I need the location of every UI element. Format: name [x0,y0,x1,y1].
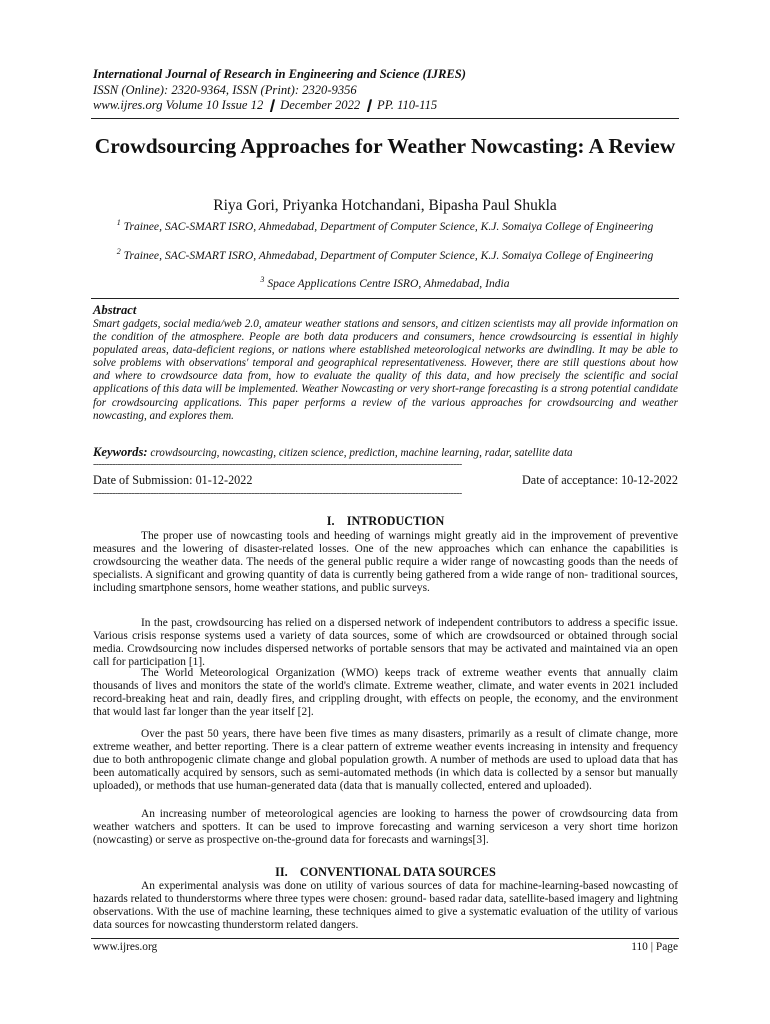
section-heading-introduction: I. INTRODUCTION [326,514,445,528]
affiliation-1 [110,216,660,234]
paragraph: An increasing number of meteorological agencies are looking to harness the power of crowdsourcing data from weather watchers and spotters. It can be used to improve forecasting and warning serviceson a very short time horizon (nowcasting) or serve as prospective on-the-ground data for forecasts and warnings[3]. [93,808,678,847]
paper-title: Crowdsourcing Approaches for Weather Nowcasting: A Review [94,134,676,158]
acceptance-date: Date of acceptance: 10-12-2022 [522,473,678,487]
submission-dates [93,473,678,488]
separator-line: --------------------------------------------------------------------------------------------------------------------------------------- [93,459,462,470]
page-footer [93,941,678,953]
abstract-heading: Abstract [93,303,137,317]
affiliation-number: 1 [116,218,121,227]
paragraph: An experimental analysis was done on utility of various sources of data for machine-learning-based nowcasting of hazards related to thunderstorms where three types were chosen: ground- based radar data, satellite-based imagery and lightning observations. With the use of machine learning, these techniques aimed to give a systematic evaluation of the utility of various data sources for nowcasting thunderstorm related dangers. [93,880,678,932]
affiliation-number: 2 [116,247,121,256]
affiliation-text: Trainee, SAC-SMART ISRO, Ahmedabad, Department of Computer Science, K.J. Somaiya College of Engineering [123,248,654,262]
keywords-text: crowdsourcing, nowcasting, citizen science, prediction, machine learning, radar, satellite data [147,447,573,459]
journal-volume: www.ijres.org Volume 10 Issue 12 ❙ December 2022 ❙ PP. 110-115 [93,98,438,112]
affiliation-2 [110,245,660,263]
paragraph: In the past, crowdsourcing has relied on a dispersed network of independent contributors to address a specific issue. Various crisis response systems used a variety of data sources, some of which are crowdsourced or obtained through social media. Crowdsourcing now includes dispersed networks of portable sensors that may be activated and maintained via an open call for participation [1]. [93,617,678,669]
section-heading-data-sources: II. CONVENTIONAL DATA SOURCES [275,865,496,879]
affiliation-3 [110,273,660,291]
journal-issn: ISSN (Online): 2320-9364, ISSN (Print): 2320-9356 [93,82,357,97]
affiliation-text: Space Applications Centre ISRO, Ahmedabad, India [267,276,510,290]
affiliation-text: Trainee, SAC-SMART ISRO, Ahmedabad, Department of Computer Science, K.J. Somaiya College of Engineering [123,219,654,233]
keywords-label: Keywords: [93,445,148,459]
journal-name: International Journal of Research in Engineering and Science (IJRES) [93,67,466,81]
page-number: 110 | Page [631,941,678,953]
header-rule [91,118,679,119]
separator-line: --------------------------------------------------------------------------------------------------------------------------------------- [93,488,462,499]
paragraph: The proper use of nowcasting tools and heeding of warnings might greatly aid in the improvement of preventive measures and the lowering of disaster-related losses. One of the new approaches which can enhance the capabilities is crowdsourcing the weather data. The needs of the general public require a wider range of nowcasting goods than the needs of specialists. A significant and growing quantity of data is currently being gathered from a wide range of non- traditional sources, including smartphone sensors, home weather stations, and public surveys. [93,530,678,595]
submission-date: Date of Submission: 01-12-2022 [93,473,253,487]
journal-header [93,67,466,114]
paragraph: Over the past 50 years, there have been five times as many disasters, primarily as a result of climate change, more extreme weather, and better reporting. There is a clear pattern of extreme weather events increasing in intensity and frequency due to both anthropogenic climate change and global population growth. A number of methods are used to upload data that has been automatically acquired by sensors, such as semi-automated methods (in which data is collected by a sensor but manually uploaded), or methods that use human-generated data (data that is manually collected, entered and uploaded). [93,728,678,793]
author-list: Riya Gori, Priyanka Hotchandani, Bipasha Paul Shukla [213,197,557,214]
footer-rule [91,938,679,939]
abstract-rule [91,298,679,299]
affiliation-number: 3 [260,275,265,284]
keywords [93,445,683,460]
paragraph: The World Meteorological Organization (WMO) keeps track of extreme weather events that annually claim thousands of lives and monitors the state of the world's climate. Extreme weather, climate, and water events in 2021 included record-breaking heat and rain, deadly fires, and crippling drought, with effects on people, the economy, and the environment that would last far longer than the year itself [2]. [93,667,678,719]
footer-site-link[interactable]: www.ijres.org [93,941,158,953]
abstract-body: Smart gadgets, social media/web 2.0, amateur weather stations and sensors, and citizen scientists may all provide information on the condition of the atmosphere. People are both data producers and consumers, hence crowdsourcing is essential in highly populated areas, data-deficient regions, or nations where established meteorological networks are dwindling. It may be able to solve problems with observations' temporal and geographical representativeness. However, there are still questions about how and where to crowdsource data from, how to evaluate the quality of this data, and how precisely the scientific and social applications of this data will be implemented. Weather Nowcasting or very short-range forecasting is a strong potential candidate for crowdsourcing applications. This paper performs a review of the various approaches for crowdsourcing and weather nowcasting, and explores them. [93,318,678,422]
